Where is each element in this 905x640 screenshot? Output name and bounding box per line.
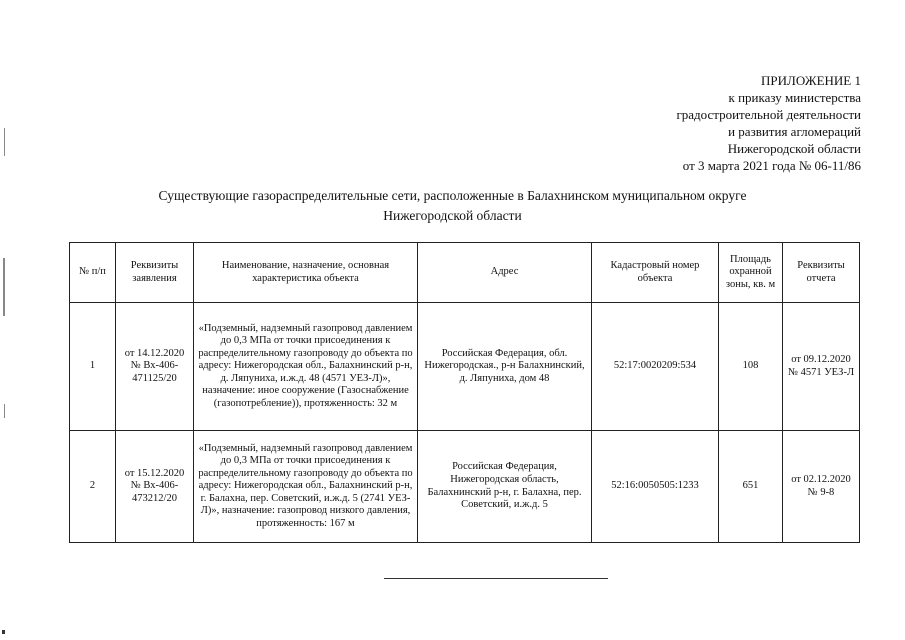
column-header-application: Реквизиты заявления: [116, 243, 194, 303]
cell-number: 2: [70, 431, 116, 543]
table-header-row: [70, 243, 860, 303]
appendix-line: градостроительной деятельности: [676, 107, 861, 122]
scan-mark: [2, 630, 5, 634]
cell-address: Российская Федерация, обл. Нижегородская., р-н Балахнинский, д. Ляпуниха, дом 48: [418, 303, 592, 431]
scan-mark: [4, 128, 5, 156]
document-title: [0, 186, 905, 226]
appendix-line: к приказу министерства: [728, 90, 861, 105]
column-header-description: Наименование, назначение, основная характеристика объекта: [194, 243, 418, 303]
cell-number: 1: [70, 303, 116, 431]
appendix-line: от 3 марта 2021 года № 06-11/86: [682, 158, 861, 173]
table-row: [70, 431, 860, 543]
table-row: [70, 303, 860, 431]
column-header-report: Реквизиты отчета: [783, 243, 860, 303]
cell-area: 651: [719, 431, 783, 543]
column-header-address: Адрес: [418, 243, 592, 303]
document-title-line: Существующие газораспределительные сети, расположенные в Балахнинском муниципальном округе: [158, 188, 747, 203]
cell-cadastral: 52:16:0050505:1233: [592, 431, 719, 543]
cell-description: «Подземный, надземный газопровод давлением до 0,3 МПа от точки присоединения к распределительному газопроводу до объекта по адресу: Нижегородская обл., Балахнинский р-н, г. Балахна, пер. Советский, и.ж.д. 5 (2741 УЕЗ-Л)», назначение: газопровод низкого давления, протяженность: 167 м: [194, 431, 418, 543]
cell-application: от 14.12.2020 № Вх-406-471125/20: [116, 303, 194, 431]
appendix-line: и развития агломераций: [728, 124, 861, 139]
appendix-block: [676, 72, 861, 174]
scan-mark: [3, 258, 5, 316]
column-header-cadastral: Кадастровый номер объекта: [592, 243, 719, 303]
scan-mark: [4, 404, 5, 418]
cell-area: 108: [719, 303, 783, 431]
cell-address: Российская Федерация, Нижегородская область, Балахнинский р-н, г. Балахна, пер. Советский, и.ж.д. 5: [418, 431, 592, 543]
cell-description: «Подземный, надземный газопровод давлением до 0,3 МПа от точки присоединения к распределительному газопроводу до объекта по адресу: Нижегородская обл., Балахнинский р-н, д. Ляпуниха, и.ж.д. 48 (4571 УЕЗ-Л)», назначение: иное сооружение (Газоснабжение (газопотребление)), протяженность: 32 м: [194, 303, 418, 431]
gas-network-table: [69, 242, 860, 543]
appendix-title: ПРИЛОЖЕНИЕ 1: [761, 73, 861, 88]
cell-report: от 02.12.2020 № 9-8: [783, 431, 860, 543]
column-header-number: № п/п: [70, 243, 116, 303]
closing-divider: [384, 578, 608, 579]
appendix-line: Нижегородской области: [727, 141, 861, 156]
column-header-area: Площадь охранной зоны, кв. м: [719, 243, 783, 303]
cell-application: от 15.12.2020 № Вх-406-473212/20: [116, 431, 194, 543]
document-title-line: Нижегородской области: [383, 208, 522, 223]
cell-report: от 09.12.2020 № 4571 УЕЗ-Л: [783, 303, 860, 431]
cell-cadastral: 52:17:0020209:534: [592, 303, 719, 431]
